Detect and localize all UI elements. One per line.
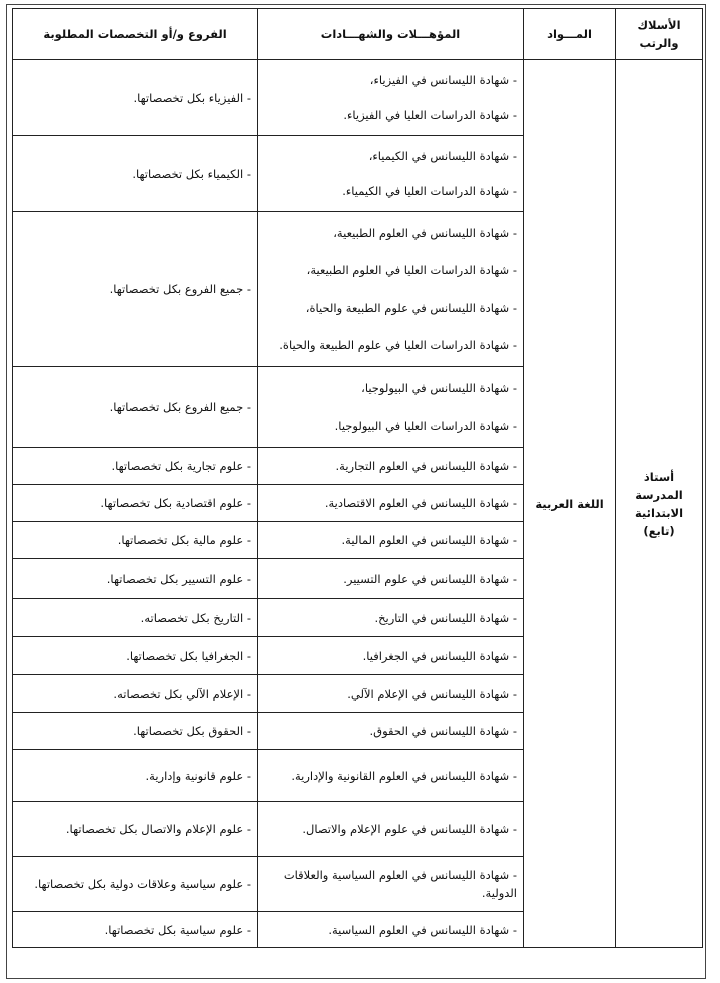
qualification-item: - شهادة الليسانس في العلوم القانونية والإدارية. xyxy=(291,768,517,783)
branch-cell: - علوم التسيير بكل تخصصاتها. xyxy=(13,559,258,599)
branch-cell: - جميع الفروع بكل تخصصاتها. xyxy=(13,212,258,367)
branch-cell: - علوم قانونية وإدارية. xyxy=(13,750,258,802)
rank-line: (تابع) xyxy=(643,523,675,538)
qualification-item: - شهادة الليسانس في العلوم السياسية. xyxy=(328,922,517,937)
qualification-item: - شهادة الدراسات العليا في العلوم الطبيعية، xyxy=(306,263,517,278)
qualification-item: - شهادة الليسانس في الفيزياء، xyxy=(369,73,517,87)
qualification-cell xyxy=(258,637,524,675)
qualification-item: - شهادة الليسانس في الكيمياء، xyxy=(368,149,517,163)
qualification-cell xyxy=(258,559,524,599)
branch-cell: - التاريخ بكل تخصصاته. xyxy=(13,599,258,637)
qualification-cell xyxy=(258,367,524,448)
qualification-item: - شهادة الليسانس في العلوم الاقتصادية. xyxy=(324,496,517,510)
qualification-cell xyxy=(258,485,524,522)
qualification-cell xyxy=(258,675,524,713)
qualification-item: - شهادة الليسانس في علوم التسيير. xyxy=(343,571,517,586)
qualification-item: - شهادة الدراسات العليا في الكيمياء. xyxy=(342,184,517,198)
qualification-item: - شهادة الدراسات العليا في الفيزياء. xyxy=(343,108,517,122)
qualification-item: - شهادة الليسانس في التاريخ. xyxy=(374,610,517,625)
header-ranks: الأسلاك والرتب xyxy=(616,9,703,60)
qualification-item: - شهادة الليسانس في الإعلام الآلي. xyxy=(347,686,517,701)
branch-cell: - علوم تجارية بكل تخصصاتها. xyxy=(13,448,258,485)
qualification-item: - شهادة الليسانس في العلوم الطبيعية، xyxy=(333,226,517,241)
rank-line: أستاذ xyxy=(643,469,675,484)
qualification-item: - شهادة الليسانس في الجغرافيا. xyxy=(362,648,517,663)
header-row xyxy=(13,9,703,60)
qualification-cell xyxy=(258,60,524,136)
qualification-item: - شهادة الليسانس في العلوم التجارية. xyxy=(335,459,517,473)
qualification-item: - شهادة الليسانس في العلوم السياسية والعلاقات الدولية. xyxy=(283,868,517,900)
qualification-cell xyxy=(258,802,524,857)
qualification-cell xyxy=(258,522,524,559)
header-subjects: المـــواد xyxy=(524,9,616,60)
qualification-cell xyxy=(258,136,524,212)
qualification-cell xyxy=(258,599,524,637)
branch-cell: - جميع الفروع بكل تخصصاتها. xyxy=(13,367,258,448)
rank-line: الابتدائية xyxy=(634,505,684,520)
branch-cell: - علوم اقتصادية بكل تخصصاتها. xyxy=(13,485,258,522)
qualification-item: - شهادة الليسانس في الحقوق. xyxy=(369,724,517,738)
qualification-item: - شهادة الليسانس في البيولوجيا، xyxy=(361,381,517,396)
qualification-cell xyxy=(258,212,524,367)
qualification-item: - شهادة الليسانس في علوم الطبيعة والحياة، xyxy=(305,300,517,315)
branch-cell: - علوم سياسية وعلاقات دولية بكل تخصصاتها. xyxy=(13,857,258,912)
qualification-cell xyxy=(258,713,524,750)
header-branches: الفروع و/أو التخصصات المطلوبة xyxy=(13,9,258,60)
branch-cell: - الفيزياء بكل تخصصاتها. xyxy=(13,60,258,136)
subject-cell: اللغة العربية xyxy=(524,60,616,948)
header-qualifications: المؤهـــلات والشهـــادات xyxy=(258,9,524,60)
qualification-cell xyxy=(258,912,524,948)
qualifications-table xyxy=(12,8,703,948)
branch-cell: - علوم سياسية بكل تخصصاتها. xyxy=(13,912,258,948)
qualification-item: - شهادة الليسانس في العلوم المالية. xyxy=(341,533,517,547)
branch-cell: - الإعلام الآلي بكل تخصصاته. xyxy=(13,675,258,713)
rank-cell xyxy=(616,60,703,948)
table-row xyxy=(13,60,703,136)
qualification-item: - شهادة الليسانس في علوم الإعلام والاتصال. xyxy=(302,822,517,836)
branch-cell: - الكيمياء بكل تخصصاتها. xyxy=(13,136,258,212)
qualification-item: - شهادة الدراسات العليا في علوم الطبيعة والحياة. xyxy=(279,337,517,352)
qualification-cell xyxy=(258,857,524,912)
rank-line: المدرسة xyxy=(635,487,683,502)
branch-cell: - الحقوق بكل تخصصاتها. xyxy=(13,713,258,750)
qualification-item: - شهادة الدراسات العليا في البيولوجيا. xyxy=(334,418,517,433)
branch-cell: - علوم الإعلام والاتصال بكل تخصصاتها. xyxy=(13,802,258,857)
branch-cell: - الجغرافيا بكل تخصصاتها. xyxy=(13,637,258,675)
qualification-cell xyxy=(258,448,524,485)
branch-cell: - علوم مالية بكل تخصصاتها. xyxy=(13,522,258,559)
qualification-cell xyxy=(258,750,524,802)
